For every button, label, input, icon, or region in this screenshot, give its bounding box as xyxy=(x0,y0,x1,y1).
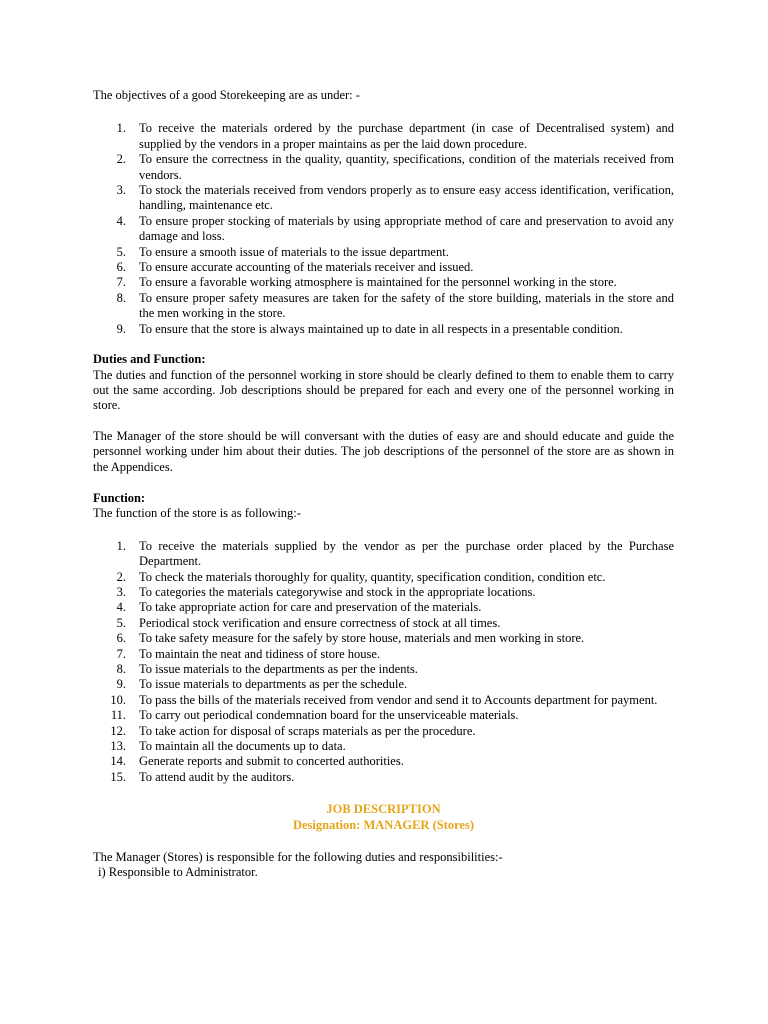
list-number: 13. xyxy=(110,739,126,754)
list-text: To issue materials to the departments as per the indents. xyxy=(139,662,418,676)
list-item xyxy=(93,754,674,769)
list-number: 9. xyxy=(116,321,126,336)
job-intro: The Manager (Stores) is responsible for the following duties and responsibilities:- xyxy=(93,850,503,865)
job-responsibility-item: i) Responsible to Administrator. xyxy=(98,865,258,880)
list-text: To carry out periodical condemnation board for the unserviceable materials. xyxy=(139,708,519,723)
list-item xyxy=(93,291,674,322)
list-number: 3. xyxy=(116,183,126,198)
list-number: 6. xyxy=(116,631,126,646)
function-heading: Function: xyxy=(93,490,146,505)
list-text: To ensure proper safety measures are taken for the safety of the store building, materials in the store and the men working in the store. xyxy=(139,290,674,321)
list-number: 12. xyxy=(110,723,126,738)
list-text: To receive the materials supplied by the vendor as per the purchase order placed by the Purchase Department. xyxy=(139,538,674,569)
list-item xyxy=(93,260,674,275)
objectives-intro: The objectives of a good Storekeeping are as under: - xyxy=(93,88,360,102)
list-number: 8. xyxy=(116,290,126,305)
list-item xyxy=(93,539,674,570)
list-text: To ensure a favorable working atmosphere is maintained for the personnel working in the store. xyxy=(139,275,617,290)
duties-paragraph-2: The Manager of the store should be will conversant with the duties of easy are and should educate and guide the personnel working under him about their duties. The job descriptions of the personnel of the store are as shown in the Appendices. xyxy=(93,428,674,474)
list-item xyxy=(93,152,674,183)
list-text: To issue materials to departments as per the schedule. xyxy=(139,677,408,692)
list-item xyxy=(93,616,674,631)
list-number: 9. xyxy=(116,677,126,692)
list-number: 5. xyxy=(116,244,126,259)
list-item xyxy=(93,662,674,677)
list-text: Generate reports and submit to concerted authorities. xyxy=(139,754,404,769)
list-number: 14. xyxy=(110,754,126,769)
list-item xyxy=(93,631,674,646)
list-item xyxy=(93,585,674,600)
list-text: To receive the materials ordered by the purchase department (in case of Decentralised system) and supplied by the vendors in a proper maintains as per the laid down procedure. xyxy=(139,121,674,151)
document-page xyxy=(93,88,674,881)
list-item xyxy=(93,693,674,708)
list-text: To maintain the neat and tidiness of store house. xyxy=(139,646,381,661)
list-number: 1. xyxy=(116,121,126,136)
list-number: 11. xyxy=(110,708,126,723)
list-text: To stock the materials received from vendors properly as to ensure easy access identification, verification, handling, maintenance etc. xyxy=(139,183,674,213)
list-number: 8. xyxy=(116,662,126,676)
list-item xyxy=(93,214,674,245)
duties-heading: Duties and Function: xyxy=(93,352,206,367)
list-number: 6. xyxy=(116,260,126,275)
designation-title: Designation: MANAGER (Stores) xyxy=(292,817,474,832)
objectives-list xyxy=(93,121,674,337)
list-number: 15. xyxy=(110,769,126,784)
list-text: To categories the materials categorywise and stock in the appropriate locations. xyxy=(139,584,536,599)
function-list xyxy=(93,539,674,786)
list-number: 2. xyxy=(116,569,126,584)
list-number: 1. xyxy=(116,538,126,553)
list-item xyxy=(93,647,674,662)
list-text: To ensure accurate accounting of the materials receiver and issued. xyxy=(139,260,474,275)
list-text: To attend audit by the auditors. xyxy=(139,769,295,784)
list-text: Periodical stock verification and ensure correctness of stock at all times. xyxy=(139,615,501,630)
list-item xyxy=(93,121,674,152)
list-number: 5. xyxy=(116,615,126,630)
list-text: To ensure proper stocking of materials by using appropriate method of care and preservation to avoid any damage and loss. xyxy=(139,213,674,244)
list-item xyxy=(93,245,674,260)
list-item xyxy=(93,739,674,754)
list-text: To maintain all the documents up to data. xyxy=(139,739,346,754)
list-item xyxy=(93,183,674,214)
list-number: 2. xyxy=(116,152,126,167)
job-description-title: JOB DESCRIPTION xyxy=(326,802,441,817)
duties-paragraph-1: The duties and function of the personnel working in store should be clearly defined to them to enable them to carry out the same according. Job descriptions should be prepared for each and every one of the personnel working in store. xyxy=(93,367,674,413)
list-text: To ensure that the store is always maintained up to date in all respects in a presentable condition. xyxy=(139,321,623,336)
list-text: To check the materials thoroughly for quality, quantity, specification condition, condition etc. xyxy=(139,569,606,584)
list-number: 7. xyxy=(116,275,126,290)
list-item xyxy=(93,708,674,723)
function-intro: The function of the store is as following:- xyxy=(93,506,301,521)
list-number: 7. xyxy=(116,646,126,661)
list-item xyxy=(93,570,674,585)
list-item xyxy=(93,724,674,739)
list-text: To ensure a smooth issue of materials to the issue department. xyxy=(139,244,449,259)
list-item xyxy=(93,770,674,785)
list-text: To take action for disposal of scraps materials as per the procedure. xyxy=(139,723,476,738)
list-item xyxy=(93,677,674,692)
list-text: To ensure the correctness in the quality, quantity, specifications, condition of the materials received from vendors. xyxy=(139,152,674,182)
list-text: To take appropriate action for care and preservation of the materials. xyxy=(139,600,482,615)
list-number: 10. xyxy=(110,692,126,707)
list-number: 4. xyxy=(116,600,126,615)
list-number: 3. xyxy=(116,584,126,599)
list-number: 4. xyxy=(116,213,126,228)
list-item xyxy=(93,275,674,290)
list-text: To take safety measure for the safely by store house, materials and men working in store. xyxy=(139,631,585,646)
list-item xyxy=(93,322,674,337)
list-item xyxy=(93,600,674,615)
list-text: To pass the bills of the materials received from vendor and send it to Accounts department for payment. xyxy=(139,692,658,707)
